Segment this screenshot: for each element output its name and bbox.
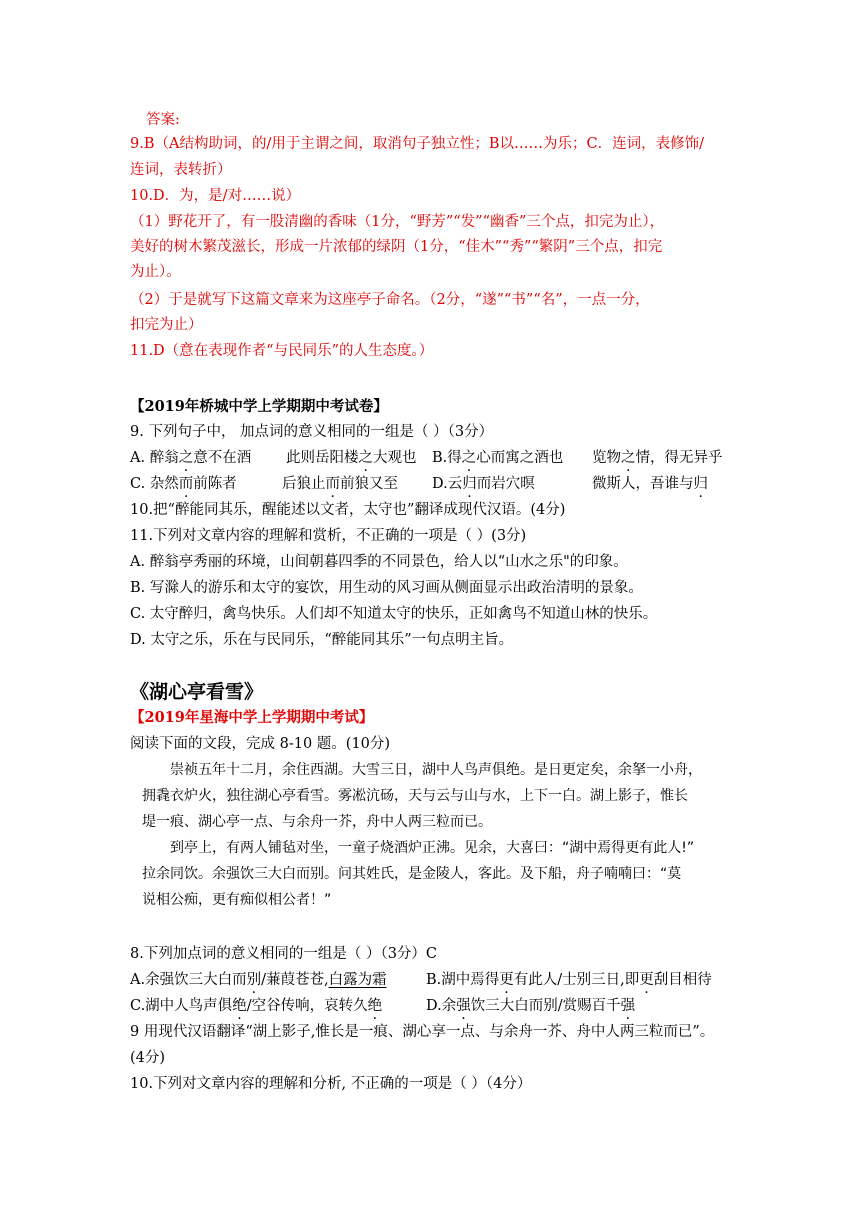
answer-line: 为止）。	[130, 264, 181, 280]
question-9-option-b2: 览物之情，得无异乎	[592, 450, 723, 466]
question-8: 8.下列加点词的意义相同的一组是（ ）（3分）C	[130, 946, 438, 962]
question-8-option-b: B.湖中焉得更有此人/士别三日,即更刮目相待	[426, 972, 712, 988]
answer-line: （2）于是就写下这篇文章来为这座亭子命名。（2分，“遂”“书”“名”，一点一分，	[130, 292, 650, 308]
answer-line: 9.B（A结构助词，的/用于主谓之间，取消句子独立性；B以……为乐；C．连词，表修饰/	[130, 136, 704, 152]
exam-source-label: 【2019年星海中学上学期期中考试】	[130, 709, 374, 726]
answer-line: 美好的树木繁茂滋长，形成一片浓郁的绿阴（1分，“佳木”“秀”“繁阴”三个点，扣完	[130, 239, 663, 255]
passage-line: 说相公痴，更有痴似相公者！”	[142, 892, 332, 908]
question-8-option-c: C.湖中人鸟声俱绝/空谷传响，哀转久绝	[130, 998, 383, 1014]
passage-line: 拥毳衣炉火，独往湖心亭看雪。雾凇沆砀，天与云与山与水，上下一白。湖上影子，惟长	[142, 788, 688, 804]
exam-source-label: 【2019年桥城中学上学期期中考试卷】	[130, 398, 388, 415]
answer-header: 答案:	[146, 112, 180, 128]
passage-line: 到亭上，有两人铺毡对坐，一童子烧酒炉正沸。见余，大喜曰：“湖中焉得更有此人!”	[170, 840, 695, 856]
answer-line: 11.D（意在表现作者“与民同乐”的人生态度。）	[130, 343, 434, 359]
reading-instruction: 阅读下面的文段，完成 8-10 题。(10分)	[130, 736, 391, 752]
question-11-option: A. 醉翁亭秀丽的环境，山间朝暮四季的不同景色，给人以“山水之乐"的印象。	[130, 554, 628, 570]
passage-line: 拉余同饮。余强饮三大白而别。问其姓氏，是金陵人，客此。及下船，舟子喃喃曰：“莫	[142, 866, 682, 882]
question-9-option-d2: 微斯人，吾谁与归	[592, 476, 708, 492]
question-9-option-c2: 后狼止而前狼又至	[282, 476, 398, 492]
question-9-translation: 9 用现代汉语翻译“湖上影子,惟长是一痕、湖心享一点、与余舟一芥、舟中人两三粒而已”。	[130, 1024, 715, 1040]
question-11-option: C. 太守醉归，禽鸟快乐。人们却不知道太守的快乐，正如禽鸟不知道山林的快乐。	[130, 606, 658, 622]
answer-line: 扣完为止）	[130, 317, 203, 333]
question-9-option-a2: 此则岳阳楼之大观也	[286, 450, 417, 466]
question-11-option: B. 写滁人的游乐和太守的宴饮，用生动的风习画从侧面显示出政治清明的景象。	[130, 580, 643, 596]
passage-line: 堤一痕、湖心亭一点、与余舟一芥，舟中人两三粒而已。	[142, 814, 492, 830]
question-10-analysis: 10.下列对文章内容的理解和分析, 不正确的一项是（ ）（4分）	[130, 1076, 532, 1092]
section-title: 《湖心亭看雪》	[130, 681, 264, 703]
question-9-option-d1: D.云归而岩穴暝	[432, 476, 535, 492]
question-9-options-row-1: A. 醉翁之意不在酒	[130, 450, 252, 466]
question-9-option-b1: B.得之心而寓之酒也	[432, 450, 564, 466]
question-11-option: D. 太守之乐，乐在与民同乐，“醉能同其乐”一句点明主旨。	[130, 632, 514, 648]
question-11: 11.下列对文章内容的理解和赏析，不正确的一项是（ ）(3分)	[130, 528, 527, 544]
question-10: 10.把“醉能同其乐，醒能述以文者，太守也”翻译成现代汉语。(4分)	[130, 502, 566, 518]
answer-line: 连词，表转折）	[130, 162, 232, 178]
question-9-options-row-2: C. 杂然而前陈者	[130, 476, 237, 492]
answer-line: （1）野花开了，有一股清幽的香味（1分，“野芳”“发”“幽香”三个点，扣完为止），	[130, 214, 665, 230]
answer-line: 10.D．为，是/对……说）	[130, 188, 301, 204]
question-8-option-a: A.余强饮三大白而别/蒹葭苍苍,白露为霜	[130, 972, 387, 988]
question-9-points: (4分)	[130, 1050, 166, 1066]
question-9: 9. 下列句子中， 加点词的意义相同的一组是（ ）（3分）	[130, 424, 494, 440]
question-8-option-d: D.余强饮三大白而别/赏赐百千强	[426, 998, 636, 1014]
passage-line: 崇祯五年十二月，余住西湖。大雪三日，湖中人鸟声俱绝。是日更定矣，余拏一小舟，	[170, 762, 702, 778]
